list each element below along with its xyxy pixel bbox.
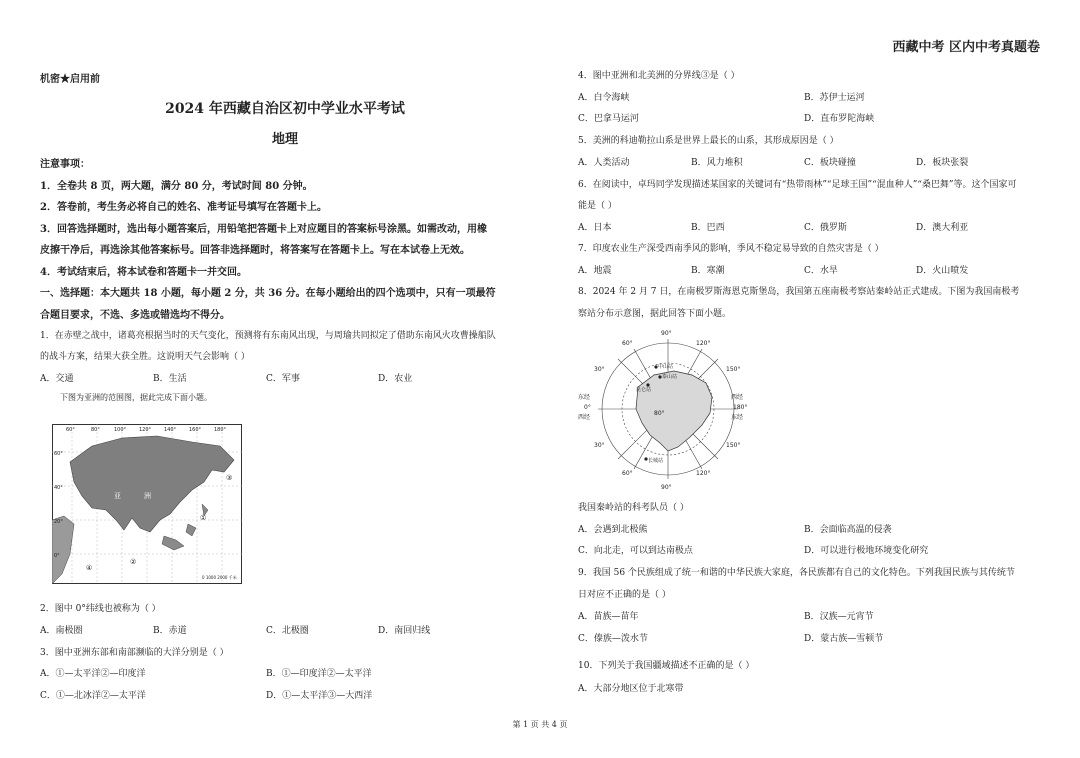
q8-line1: 8．2024 年 2 月 7 日，在南极罗斯海恩克斯堡岛，我国第五座南极考察站秦岭站正式建成。下图为我国南极考 <box>578 287 1020 297</box>
polar-right-label: 150° <box>726 366 741 373</box>
q5-option-d: D．板块张裂 <box>916 158 969 168</box>
exam-title: 2024 年西藏自治区初中学业水平考试 <box>165 101 405 117</box>
note-3b: 皮擦干净后，再选涂其他答案标号。回答非选择题时，将答案写在答题卡上。写在本试卷上无效。 <box>40 245 470 256</box>
asia-lat-tick: 20° <box>54 519 63 525</box>
polar-right-label: 180° <box>733 404 748 411</box>
note-2: 2．答卷前，考生务必将自己的姓名、准考证号填写在答题卡上。 <box>40 202 327 213</box>
q7-option-c: C．水旱 <box>804 266 838 276</box>
q6-line1: 6．在阅读中，卓玛同学发现描述某国家的关键词有“热带雨林”“足球王国”“混血种人”“桑巴舞”等。这个国家可 <box>578 180 1017 190</box>
q7-option-a: A．地震 <box>578 266 612 276</box>
q9-line2: 日对应不正确的是（ ） <box>578 590 671 600</box>
q6-option-b: B．巴西 <box>691 223 725 233</box>
q7-option-b: B．寒潮 <box>691 266 725 276</box>
asia-lon-tick: 160° <box>189 427 202 433</box>
polar-bottom-label: 90° <box>661 484 672 491</box>
q1-option-b: B．生活 <box>153 374 187 384</box>
note-1: 1．全卷共 8 页，两大题，满分 80 分，考试时间 80 分钟。 <box>40 181 313 192</box>
asia-lat-tick: 0° <box>54 553 60 559</box>
q8-stem: 我国秦岭站的科考队员（ ） <box>578 503 689 513</box>
polar-right-label: 东经 <box>731 414 744 421</box>
q8-option-b: B．会面临高温的侵袭 <box>804 525 892 535</box>
q2-option-a: A．南极圈 <box>40 626 83 636</box>
asia-map <box>52 424 242 584</box>
antarctica-station-map <box>576 325 752 491</box>
q5-option-a: A．人类活动 <box>578 158 630 168</box>
q3-stem: 3．图中亚洲东部和南部濒临的大洋分别是（ ） <box>40 648 229 658</box>
antarctica-landmass <box>636 371 712 451</box>
polar-left-label: 西经 <box>578 414 591 421</box>
q9-option-b: B．汉族—元宵节 <box>804 612 874 622</box>
note-3a: 3．回答选择题时，选出每小题答案后，用铅笔把答题卡上对应题目的答案标号涂黑。如需改动，用橡 <box>40 224 487 235</box>
polar-left-label: 30° <box>594 366 605 373</box>
q7-stem: 7．印度农业生产深受西南季风的影响，季风不稳定易导致的自然灾害是（ ） <box>578 244 884 254</box>
q5-option-c: C．板块碰撞 <box>804 158 856 168</box>
q5-option-b: B．风力堆积 <box>691 158 743 168</box>
q2-stem: 2．图中 0°纬线也被称为（ ） <box>40 604 161 614</box>
polar-right-label: 西经 <box>731 394 744 401</box>
notes-title: 注意事项： <box>40 159 90 170</box>
secret-label: 机密★启用前 <box>40 74 100 85</box>
polar-top-label: 90° <box>661 330 672 337</box>
asia-label-2: ② <box>130 558 137 566</box>
q3-option-b: B．①—印度洋②—太平洋 <box>266 669 372 679</box>
q6-option-d: D．澳大利亚 <box>916 223 969 233</box>
q4-option-d: D．直布罗陀海峡 <box>804 114 875 124</box>
asia-scale: 0 1000 2000 千米 <box>202 575 237 580</box>
q8-line2: 察站分布示意图，据此回答下面小题。 <box>578 309 732 319</box>
q6-option-a: A．日本 <box>578 223 612 233</box>
header-series: 西藏中考 区内中考真题卷 <box>892 40 1040 55</box>
station-label: 昆仑站 <box>636 387 652 393</box>
polar-left-label: 0° <box>584 404 591 411</box>
polar-right-label: 120° <box>696 470 711 477</box>
asia-lon-tick: 120° <box>139 427 152 433</box>
q1-option-c: C．军事 <box>266 374 300 384</box>
polar-left-label: 30° <box>594 442 605 449</box>
polar-right-label: 150° <box>726 442 741 449</box>
asia-lat-tick: 40° <box>54 485 63 491</box>
q1-line2: 的战斗方案，结果大获全胜。这说明天气会影响（ ） <box>40 352 250 362</box>
q1-line1: 1．在赤壁之战中，诸葛亮根据当时的天气变化，预测将有东南风出现，与周瑜共同拟定了借助东南风火攻曹操船队 <box>40 331 496 341</box>
station-label: 中山站 <box>658 364 674 370</box>
exam-subject: 地理 <box>271 132 298 147</box>
q2-option-d: D．南回归线 <box>378 626 431 636</box>
q9-option-a: A．苗族—苗年 <box>578 612 639 622</box>
section-1-line1: 一、选择题：本大题共 18 小题，每小题 2 分，共 36 分。在每小题给出的四个选项中，只有一项最符 <box>40 288 496 299</box>
q6-option-c: C．俄罗斯 <box>804 223 847 233</box>
page-footer: 第 1 页 共 4 页 <box>512 720 568 729</box>
asia-label-ya: 亚 <box>114 492 121 500</box>
q4-option-a: A．白令海峡 <box>578 93 630 103</box>
q2-option-c: C．北极圈 <box>266 626 309 636</box>
q3-option-c: C．①—北冰洋②—太平洋 <box>40 691 146 701</box>
polar-left-label: 60° <box>622 340 633 347</box>
asia-lon-tick: 180° <box>214 427 227 433</box>
polar-left-label: 东经 <box>578 394 591 401</box>
q3-option-a: A．①—太平洋②—印度洋 <box>40 669 146 679</box>
q9-option-d: D．蒙古族—雪顿节 <box>804 634 884 644</box>
polar-right-label: 120° <box>696 340 711 347</box>
q3-option-d: D．①—太平洋③—大西洋 <box>266 691 373 701</box>
asia-label-1: ① <box>200 514 207 522</box>
asia-lon-tick: 140° <box>164 427 177 433</box>
q4-option-c: C．巴拿马运河 <box>578 114 639 124</box>
q6-line2: 能是（ ） <box>578 201 617 211</box>
map-intro: 下图为亚洲的范围图，据此完成下面小题。 <box>60 393 212 402</box>
note-4: 4．考试结束后，将本试卷和答题卡一并交回。 <box>40 267 247 278</box>
asia-lon-tick: 60° <box>66 427 75 433</box>
q8-option-a: A．会遇到北极熊 <box>578 525 648 535</box>
q8-option-c: C．向北走，可以到达南极点 <box>578 546 693 556</box>
q9-line1: 9．我国 56 个民族组成了统一和谐的中华民族大家庭，各民族都有自己的文化特色。下列我国民族与其传统节 <box>578 568 1015 578</box>
q4-option-b: B．苏伊士运河 <box>804 93 865 103</box>
q10-stem: 10．下列关于我国疆域描述不正确的是（ ） <box>578 661 755 671</box>
station-label: 长城站 <box>648 458 664 464</box>
asia-lon-tick: 100° <box>114 427 127 433</box>
q1-option-d: D．农业 <box>378 374 413 384</box>
q4-stem: 4．图中亚洲和北美洲的分界线③是（ ） <box>578 71 740 81</box>
q7-option-d: D．火山喷发 <box>916 266 969 276</box>
asia-lat-tick: 60° <box>54 451 63 457</box>
asia-label-3: ③ <box>226 474 233 482</box>
q5-stem: 5．美洲的科迪勒拉山系是世界上最长的山系，其形成原因是（ ） <box>578 136 839 146</box>
q10-option-a: A．大部分地区位于北寒带 <box>578 684 684 694</box>
station-label: 泰山站 <box>662 374 678 380</box>
section-1-line2: 合题目要求，不选、多选或错选均不得分。 <box>40 310 230 321</box>
asia-label-4: ④ <box>86 564 93 572</box>
asia-label-zhou: 洲 <box>144 492 151 500</box>
asia-lon-tick: 80° <box>91 427 100 433</box>
q8-option-d: D．可以进行极地环境变化研究 <box>804 546 929 556</box>
q1-option-a: A．交通 <box>40 374 74 384</box>
q2-option-b: B．赤道 <box>153 626 187 636</box>
polar-center-label: 80° <box>654 410 665 417</box>
polar-left-label: 60° <box>622 470 633 477</box>
q9-option-c: C．傣族—泼水节 <box>578 634 648 644</box>
